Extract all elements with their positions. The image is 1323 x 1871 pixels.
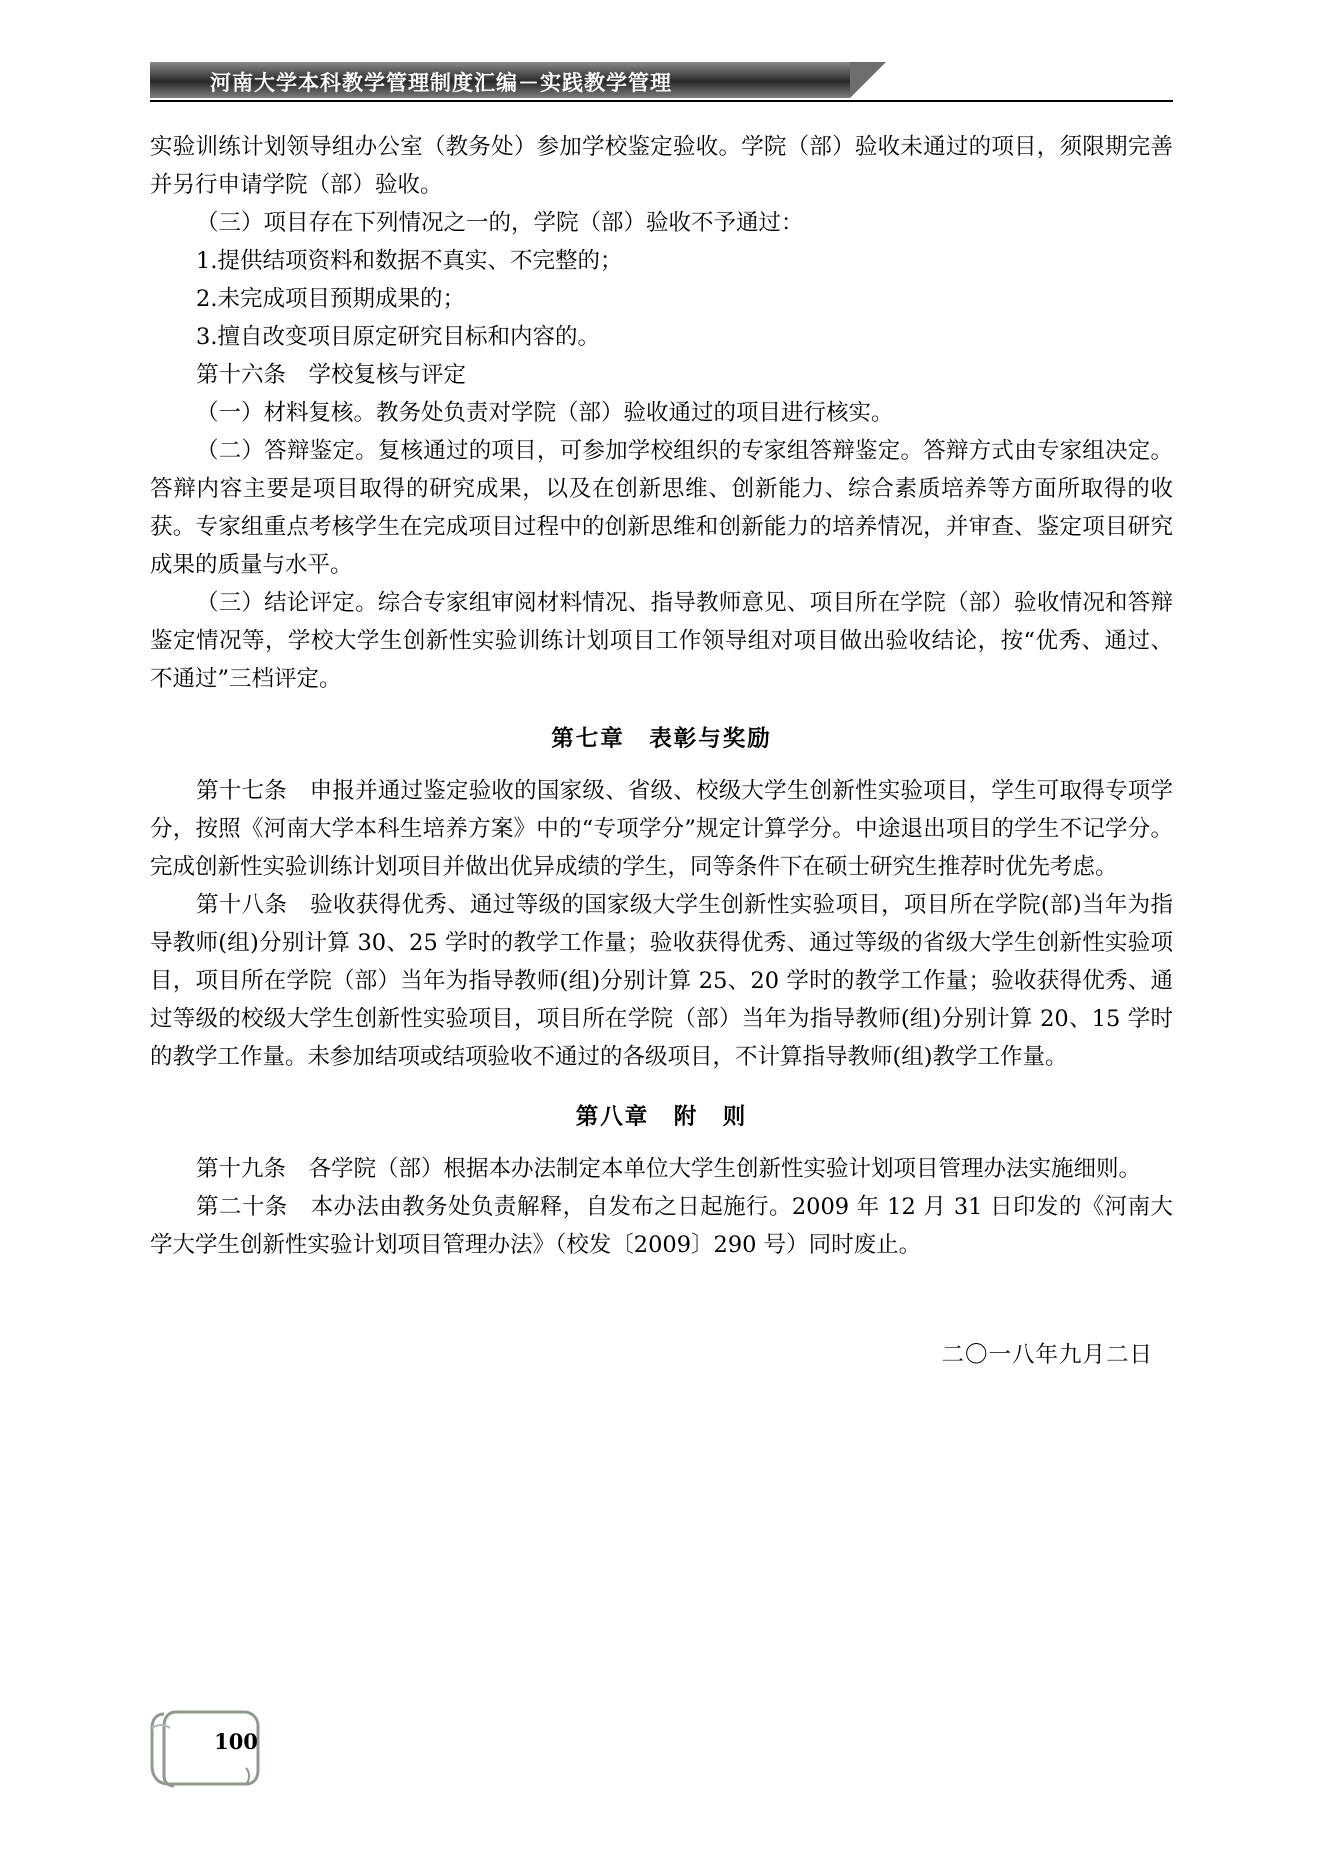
paragraph: 实验训练计划领导组办公室（教务处）参加学校鉴定验收。学院（部）验收未通过的项目，须限期完善并另行申请学院（部）验收。 <box>150 134 1173 198</box>
paragraph-article-17: 第十七条 申报并通过鉴定验收的国家级、省级、校级大学生创新性实验项目，学生可取得专项学分，按照《河南大学本科生培养方案》中的“专项学分”规定计算学分。中途退出项目的学生不记学分。完成创新性实验训练计划项目并做出优异成绩的学生，同等条件下在硕士研究生推荐时优先考虑。 <box>150 778 1173 880</box>
paragraph-article-19: 第十九条 各学院（部）根据本办法制定本单位大学生创新性实验计划项目管理办法实施细则。 <box>196 1156 1142 1182</box>
paragraph: （一）材料复核。教务处负责对学院（部）验收通过的项目进行核实。 <box>196 400 894 426</box>
page-number: 100 <box>214 1729 258 1754</box>
paragraph-article-20: 第二十条 本办法由教务处负责解释，自发布之日起施行。2009 年 12 月 31 日印发的《河南大学大学生创新性实验计划项目管理办法》（校发〔2009〕290 号）同时废止。 <box>150 1194 1173 1258</box>
paragraph: （三）项目存在下列情况之一的，学院（部）验收不予通过： <box>196 210 804 236</box>
page-footer <box>150 1700 350 1810</box>
paragraph-article-18: 第十八条 验收获得优秀、通过等级的国家级大学生创新性实验项目，项目所在学院(部)当年为指导教师(组)分别计算 30、25 学时的教学工作量；验收获得优秀、通过等级的省级大学生创新性实验项目，项目所在学院（部）当年为指导教师(组)分别计算 25、20 学时的教学工作量；验收获得优秀、通过等级的校级大学生创新性实验项目，项目所在学院（部）当年为指导教师(组)分别计算 20、15 学时的教学工作量。未参加结项或结项验收不通过的各级项目，不计算指导教师(组)教学工作量。 <box>150 892 1173 1070</box>
chapter-heading-7: 第七章 表彰与奖励 <box>551 726 772 752</box>
paragraph: 3.擅自改变项目原定研究目标和内容的。 <box>196 324 600 350</box>
paragraph: 2.未完成项目预期成果的； <box>196 286 465 312</box>
header-title: 河南大学本科教学管理制度汇编－实践教学管理 <box>210 70 672 95</box>
paragraph-article-16: 第十六条 学校复核与评定 <box>196 362 467 388</box>
page-header <box>150 62 1173 102</box>
chapter-heading-8: 第八章 附 则 <box>575 1104 748 1130</box>
document-body <box>150 128 1173 1374</box>
header-banner <box>150 62 850 98</box>
signature-date: 二〇一八年九月二日 <box>941 1342 1153 1368</box>
paragraph: （二）答辩鉴定。复核通过的项目，可参加学校组织的专家组答辩鉴定。答辩方式由专家组决定。答辩内容主要是项目取得的研究成果，以及在创新思维、创新能力、综合素质培养等方面所取得的收获。专家组重点考核学生在完成项目过程中的创新思维和创新能力的培养情况，并审查、鉴定项目研究成果的质量与水平。 <box>150 438 1173 578</box>
paragraph: 1.提供结项资料和数据不真实、不完整的； <box>196 248 623 274</box>
paragraph: （三）结论评定。综合专家组审阅材料情况、指导教师意见、项目所在学院（部）验收情况和答辩鉴定情况等，学校大学生创新性实验训练计划项目工作领导组对项目做出验收结论，按“优秀、通过、不通过”三档评定。 <box>150 590 1173 692</box>
header-banner-tail <box>850 62 886 98</box>
header-divider <box>150 100 1173 102</box>
